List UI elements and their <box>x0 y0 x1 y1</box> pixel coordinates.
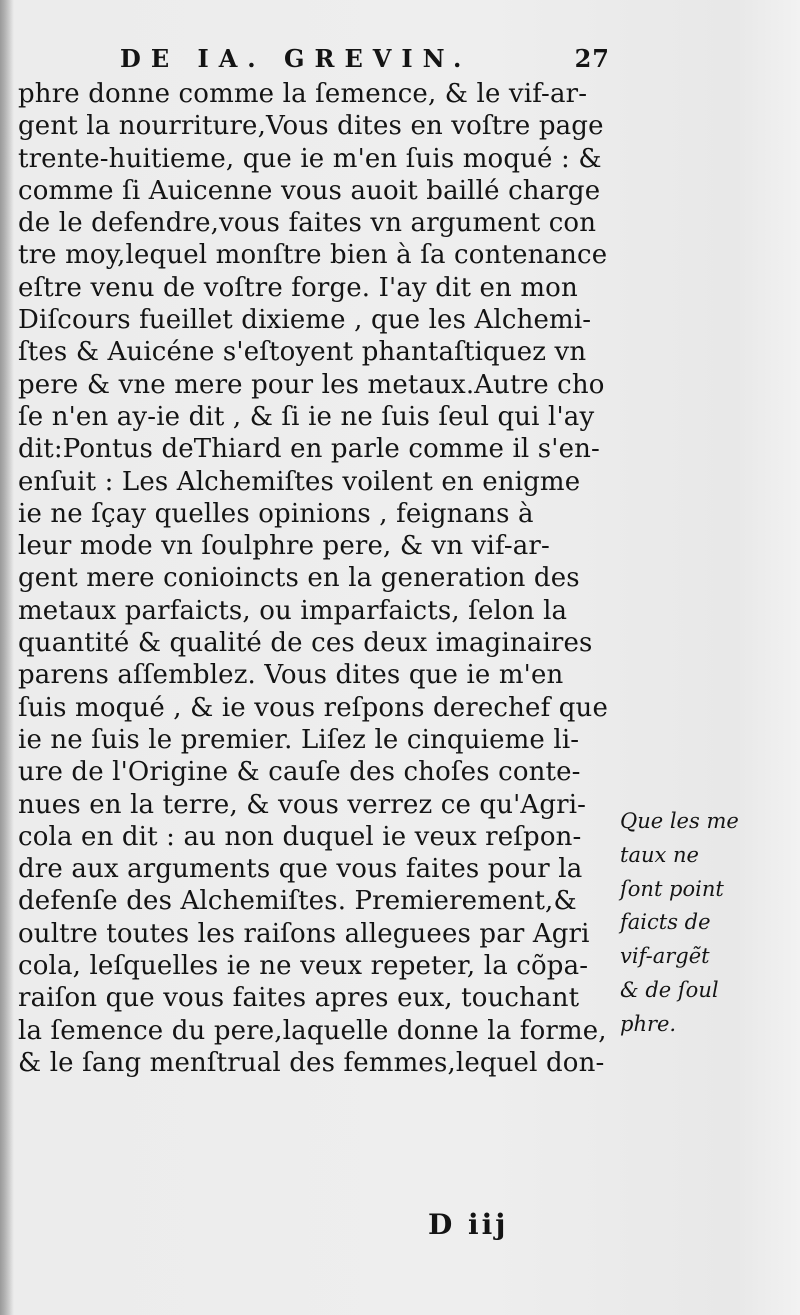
text-line: nues en la terre, & vous verrez ce qu'Agri- <box>18 789 587 820</box>
text-line: la ſemence du pere,laquelle donne la forme, <box>18 1015 607 1046</box>
text-line: ie ne ſçay quelles opinions , feignans à <box>18 498 534 529</box>
marginal-note-line: Que les me <box>620 809 739 833</box>
marginal-note-line: & de ſoul <box>620 977 719 1002</box>
text-line: gent mere conioincts en la generation des <box>18 563 580 594</box>
text-line: defenſe des Alchemiſtes. Premierement,& <box>18 886 577 917</box>
text-line: cola, leſquelles ie ne veux repeter, la cõpa- <box>18 951 589 982</box>
text-line: leur mode vn ſoulphre pere, & vn vif-ar- <box>18 531 550 562</box>
running-title: DE IA. GREVIN. <box>120 44 472 73</box>
text-line: phre donne comme la ſemence, & le vif-ar- <box>18 79 588 109</box>
text-line: ie ne ſuis le premier. Liſez le cinquieme li- <box>18 724 580 755</box>
text-line: trente-huitieme, que ie m'en ſuis moqué : & <box>18 143 602 174</box>
page-number: 27 <box>574 44 610 73</box>
text-line: & le ſang menſtrual des femmes,lequel don- <box>18 1047 605 1078</box>
page-header <box>120 44 610 80</box>
text-line: ſe n'en ay-ie dit , & ſi ie ne ſuis ſeul qui l'ay <box>18 401 595 432</box>
body-text <box>18 78 618 1079</box>
text-line: tre moy,lequel monſtre bien à ſa contenance <box>18 240 608 271</box>
text-line: de le defendre,vous faites vn argument con <box>18 208 597 239</box>
marginal-note <box>620 805 790 1042</box>
text-line: comme ſi Auicenne vous auoit baillé charge <box>18 175 601 206</box>
marginal-note-line: taux ne <box>620 842 699 867</box>
marginal-note-line: vif-argẽt <box>620 944 710 969</box>
marginal-note-line: ſont point <box>620 876 724 901</box>
text-line: ſtes & Auicéne s'eſtoyent phantaſtiquez vn <box>18 337 587 368</box>
text-line: quantité & qualité de ces deux imaginaires <box>18 628 593 659</box>
text-line: enſuit : Les Alchemiſtes voilent en enigme <box>18 466 581 497</box>
signature-mark: D iij <box>428 1208 509 1241</box>
text-line: parens aſſemblez. Vous dites que ie m'en <box>18 660 564 691</box>
text-line: ſuis moqué , & ie vous reſpons derechef que <box>18 692 608 723</box>
text-line: gent la nourriture,Vous dites en voſtre page <box>18 111 604 142</box>
text-line: cola en dit : au non duquel ie veux reſpon- <box>18 821 582 852</box>
text-line: metaux parfaicts, ou imparfaicts, ſelon la <box>18 595 568 626</box>
text-line: oultre toutes les raiſons alleguees par Agri <box>18 918 590 949</box>
text-line: Diſcours fueillet dixieme , que les Alchemi- <box>18 305 592 336</box>
text-line: pere & vne mere pour les metaux.Autre cho <box>18 369 605 400</box>
text-line: dre aux arguments que vous faites pour la <box>18 854 583 885</box>
text-line: eſtre venu de voſtre forge. I'ay dit en mon <box>18 272 578 303</box>
marginal-note-line: faicts de <box>620 910 711 935</box>
text-line: dit:Pontus deThiard en parle comme il s'en- <box>18 434 600 465</box>
text-line: ure de l'Origine & cauſe des choſes conte- <box>18 757 581 788</box>
text-line: raiſon que vous faites apres eux, touchant <box>18 983 580 1014</box>
binding-shadow <box>0 0 14 1315</box>
marginal-note-line: phre. <box>620 1011 677 1036</box>
